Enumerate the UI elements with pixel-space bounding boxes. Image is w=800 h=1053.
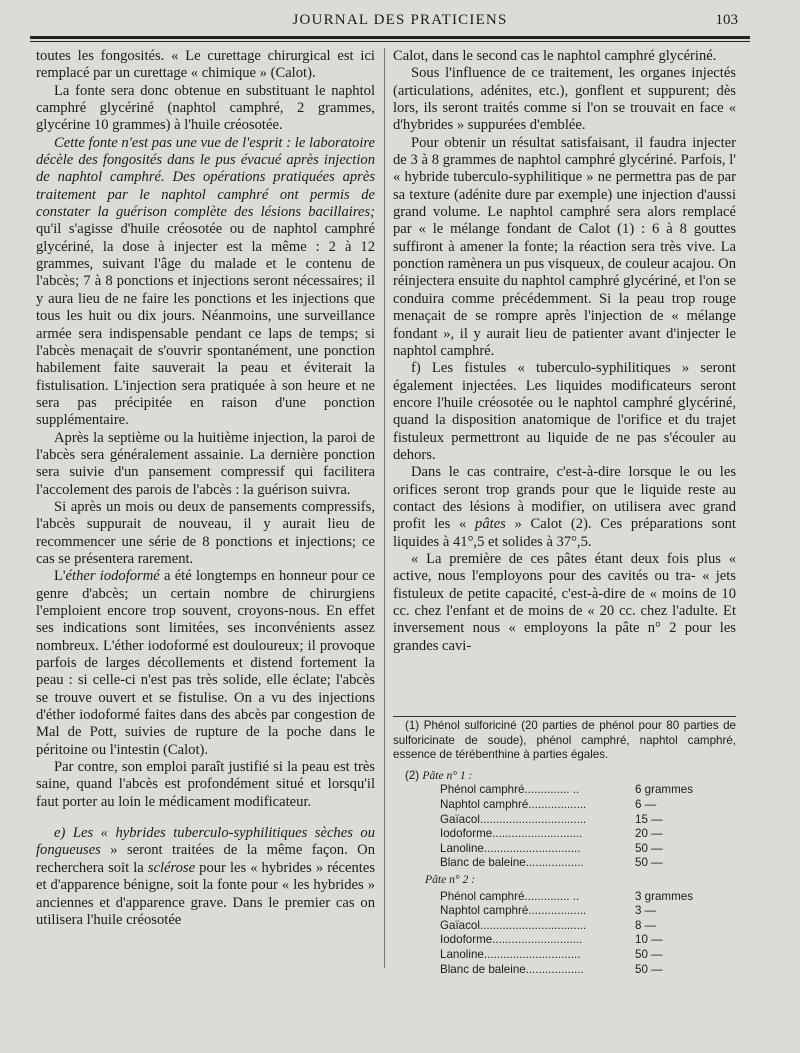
recipe-row: Iodoforme............................ 20 — <box>440 827 663 841</box>
page-number: 103 <box>715 12 738 28</box>
recipe-row: Gaïacol................................. 8 — <box>440 918 657 932</box>
recipe-row: Blanc de baleine.................. 50 — <box>440 856 663 870</box>
recipe-row: Iodoforme............................ 10 — <box>440 933 663 947</box>
paragraph: Cette fonte n'est pas une vue de l'esprit : le laboratoire décèle des fongosités dans le pus évacué après injection de naphtol camphré. Des opérations pratiquées après traitement par le naphtol camphré ont permis de constater la guérison complète des lésions bacillaires; qu'il s'agisse d'huile créosotée ou de naphtol camphré glycériné, la dose à injecter est la même : 2 à 12 grammes, suivant l'âge du malade et le contenu de l'abcès; 7 à 8 ponctions et injections seront nécessaires; il y aura lieu de ne faire les ponctions et les injections que tous les huit ou dix jours. Néanmoins, une surveillance armée sera indispensable pendant ce laps de temps; si l'abcès menaçait de s'ouvrir spontanément, une ponction habilement faite sauverait la peau et éviterait la fistulisation. L'injection sera pratiquée à son heure et ne sera pas précipitée en raison d'une ponction supplémentaire. <box>36 134 375 429</box>
recipe-row: Naphtol camphré.................. 6 — <box>440 797 657 811</box>
paragraph: Sous l'influence de ce traitement, les organes injectés (articulations, adénites, etc.), gonflent et suppurent; dès lors, ils seront traités comme si l'on se trouvait en face « d'hybrides » suppurées d'emblée. <box>393 65 736 134</box>
paragraph: Si après un mois ou deux de pansements compressifs, l'abcès suppurait de nouveau, il y aurait lieu de recommencer une série de 8 ponctions et injections; ce cas se présentera rarement. <box>36 498 375 567</box>
recipe-row: Gaïacol................................. 15 — <box>440 812 663 826</box>
right-column <box>393 48 736 655</box>
recipe-row: Naphtol camphré.................. 3 — <box>440 904 657 918</box>
recipe-row: Phénol camphré.............. .. 6 grammes <box>440 783 693 797</box>
column-divider <box>384 48 385 968</box>
paste-2-label: Pâte n° 2 : <box>425 872 476 886</box>
footnote-2-label: (2) Pâte n° 1 : <box>405 768 473 782</box>
header-rule <box>30 36 750 42</box>
paragraph: Dans le cas contraire, c'est-à-dire lorsque le ou les orifices seront trop grands pour que le liquide reste au contact des lésions à modifier, on utilisera avec grand profit les « pâtes » Calot (2). Ces préparations sont liquides à 41°,5 et solides à 37°,5. <box>393 464 736 550</box>
paragraph: L'éther iodoformé a été longtemps en honneur pour ce genre d'abcès; un certain nombre de chirurgiens l'emploient encore trop souvent, croyons-nous. En effet ses indications sont limitées, ses inconvénients assez nombreux. L'éther iodoformé est douloureux; il provoque parfois de larges décollements et distend fortement la peau : si celle-ci n'est pas très solide, elle éclate; l'abcès se trouve ouvert et se fistulise. On a vu des injections d'éther iodoformé faites dans des abcès par congestion de Mal de Pott, suivies de rupture de la poche dans le péritoine ou l'intestin (Calot). <box>36 568 375 758</box>
journal-title: JOURNAL DES PRATICIENS <box>292 12 508 28</box>
left-column <box>36 48 375 929</box>
footnotes <box>393 716 736 977</box>
paragraph: toutes les fongosités. « Le curettage chirurgical est ici remplacé par un curettage « chimique » (Calot). <box>36 48 375 82</box>
recipe-row: Lanoline.............................. 50 — <box>440 841 663 855</box>
paragraph: « La première de ces pâtes étant deux fois plus « active, nous l'employons pour des cavités ou tra- « jets fistuleux de petite capacité, c'est-à-dire de « moins de 10 cc. chez l'enfant et de moins de « 20 cc. chez l'adulte. Et inversement nous « employons la pâte n° 2 pour les grandes cavi- <box>393 550 736 654</box>
footnote-1: (1) Phénol sulforiciné (20 parties de phénol pour 80 parties de sulforicinate de soude), phénol camphré, naphtol camphré, essence de térébenthine à parties égales. <box>393 719 736 762</box>
paragraph: La fonte sera donc obtenue en substituant le naphtol camphré glycériné (naphtol camphré, 2 grammes, glycérine 10 grammes) à l'huile créosotée. <box>36 82 375 134</box>
recipe-row: Blanc de baleine.................. 50 — <box>440 962 663 976</box>
running-header <box>0 12 800 34</box>
paste-1-recipe <box>440 783 736 871</box>
paragraph: Après la septième ou la huitième injection, la paroi de l'abcès sera généralement assainie. La dernière ponction sera suivie d'un pansement compressif qui facilitera l'accolement des parois de l'abcès : la guérison suivra. <box>36 429 375 498</box>
paragraph: Par contre, son emploi paraît justifié si la peau est très saine, quand l'abcès est profondément situé et lorsqu'il faut porter au loin le médicament modificateur. <box>36 759 375 810</box>
paragraph: Pour obtenir un résultat satisfaisant, il faudra injecter de 3 à 8 grammes de naphtol camphré glycériné. Parfois, l' « hybride tuberculo-syphilitique » ne permettra pas de par sa texture (adénite dure par exemple) une injection d'aussi grand volume. Le naphtol camphré sera alors remplacé par « le mélange fondant de Calot (1) : 6 à 8 gouttes suffiront à amener la fonte; la réaction sera très vive. La ponction ramènera un pus visqueux, de couleur acajou. On réinjectera ensuite du naphtol camphré glycériné, et l'on se conduira comme précédemment. Si la peau trop rouge menaçait de se rompre après l'injection de « mélange fondant », il y aurait lieu de patienter avant d'injecter le naphtol camphré. <box>393 134 736 359</box>
paste-2-recipe <box>440 890 736 978</box>
recipe-row: Lanoline.............................. 50 — <box>440 947 663 961</box>
paragraph: Calot, dans le second cas le naphtol camphré glycériné. <box>393 48 717 64</box>
footnote-rule <box>393 716 736 717</box>
recipe-row: Phénol camphré.............. .. 3 grammes <box>440 889 693 903</box>
paragraph: e) Les « hybrides tuberculo-syphilitiques sèches ou fongueuses » seront traitées de la même façon. On recherchera soit la sclérose pour les « hybrides » récentes et d'apparence bénigne, soit la fonte pour « les hybrides » anciennes et d'apparence grave. Dans le premier cas on utilisera l'huile créosotée <box>36 825 375 928</box>
paragraph: f) Les fistules « tuberculo-syphilitiques » seront également injectées. Les liquides modificateurs seront encore l'huile créosotée ou le naphtol camphré glycériné, quand la disposition anatomique de l'orifice et du trajet fistuleux permettront au liquide de ne pas s'écouler au dehors. <box>393 360 736 463</box>
